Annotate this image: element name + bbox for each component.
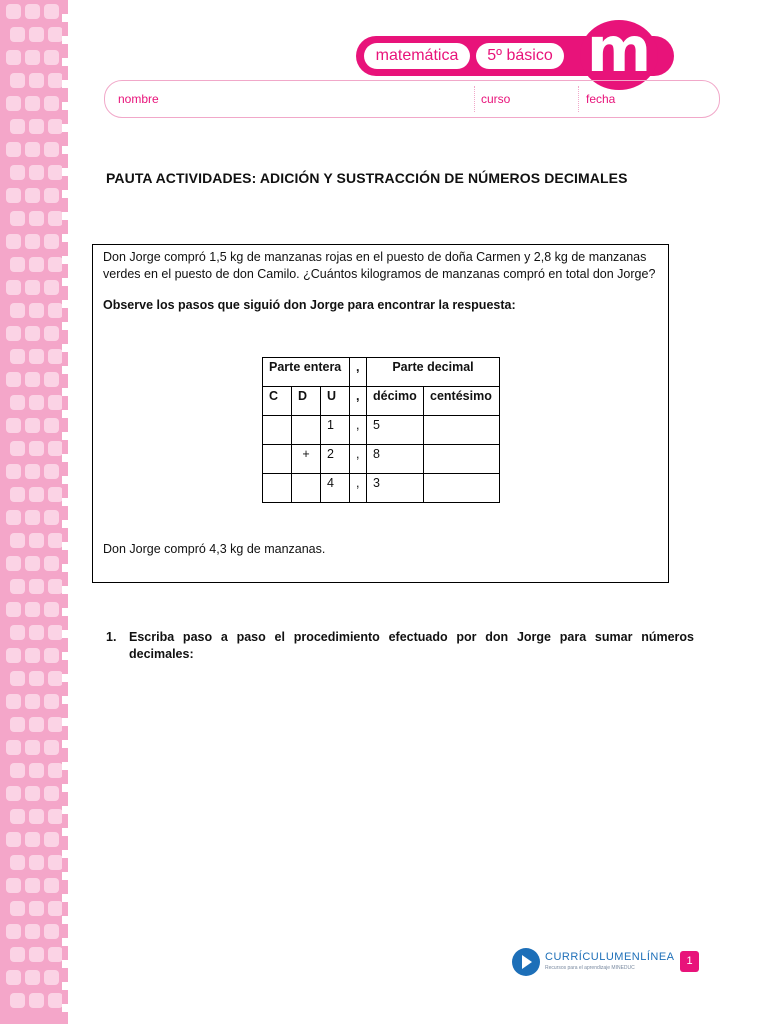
column-header: D [292,387,321,416]
decorative-square [44,556,59,571]
decorative-square [29,579,44,594]
decorative-square [29,27,44,42]
decorative-square [29,993,44,1008]
problem-answer: Don Jorge compró 4,3 kg de manzanas. [103,542,326,556]
decorative-square [25,648,40,663]
decorative-square [29,165,44,180]
decorative-square [29,947,44,962]
decorative-square [48,165,63,180]
decorative-square [25,556,40,571]
decorative-square [48,487,63,502]
table-cell [292,416,321,445]
decorative-square [10,625,25,640]
decorative-square [48,809,63,824]
decorative-square [48,901,63,916]
decorative-square [44,786,59,801]
decorative-square [10,73,25,88]
decorative-square [48,119,63,134]
decorative-square [48,947,63,962]
decorative-square [25,464,40,479]
decorative-square [48,395,63,410]
decorative-square [44,970,59,985]
decorative-square [25,924,40,939]
decorative-square [44,188,59,203]
decorative-square [44,280,59,295]
comma-header: , [350,358,367,387]
decorative-square [10,119,25,134]
decorative-square [25,372,40,387]
date-field-label: fecha [586,92,616,106]
decorative-square [6,418,21,433]
problem-statement-line1: Don Jorge compró 1,5 kg de manzanas rojas en el puesto de doña Carmen y 2,8 kg de manzanas [103,250,647,264]
decorative-strip-edge [62,0,68,1024]
decorative-square [10,901,25,916]
decorative-square [25,280,40,295]
decorative-square [44,740,59,755]
decorative-square [10,809,25,824]
table-row [263,445,500,474]
table-cell [263,445,292,474]
decorative-square [48,993,63,1008]
decorative-square [29,671,44,686]
table-row [263,474,500,503]
decorative-square [29,901,44,916]
decorative-square [10,441,25,456]
decorative-square [10,763,25,778]
decorative-square [10,395,25,410]
decorative-square [25,602,40,617]
decorative-square [48,763,63,778]
decorative-square [25,50,40,65]
table-cell [263,416,292,445]
field-separator [474,86,475,112]
decorative-square [29,395,44,410]
decorative-square [6,602,21,617]
decorative-square [6,786,21,801]
decorative-square [6,326,21,341]
place-value-table [262,357,500,503]
decorative-square [29,487,44,502]
decorative-square [6,740,21,755]
decorative-square [29,441,44,456]
student-info-line [104,80,720,118]
decorative-square [48,73,63,88]
decorative-square [6,464,21,479]
curriculum-logo-text: CURRÍCULUMENLÍNEA [545,951,675,963]
subject-label: matemática [364,43,470,69]
decorative-square [6,50,21,65]
decorative-square [44,142,59,157]
decorative-square [44,510,59,525]
decorative-square [48,855,63,870]
decorative-square [44,648,59,663]
decorative-square [44,372,59,387]
decorative-square [48,211,63,226]
page-number: 1 [680,951,699,972]
decorative-square [29,211,44,226]
decorative-square [48,441,63,456]
decorative-square [10,303,25,318]
decorative-square [44,694,59,709]
decorative-square [10,27,25,42]
decorative-square [6,648,21,663]
decorative-square [29,763,44,778]
column-header: décimo [367,387,424,416]
decorative-square [29,809,44,824]
curriculum-logo-subtext: Recursos para el aprendizaje MINEDUC [545,965,635,971]
decorative-square [6,970,21,985]
decorative-square [44,878,59,893]
decorative-square [25,878,40,893]
decorative-square [6,694,21,709]
decorative-square [48,533,63,548]
table-group-header-row [263,358,500,387]
table-column-header-row [263,387,500,416]
decorative-square [25,188,40,203]
decorative-square [25,96,40,111]
table-cell: 3 [367,474,424,503]
decorative-square [6,556,21,571]
decorative-square [44,832,59,847]
decorative-square [44,234,59,249]
decorative-square [6,142,21,157]
table-cell: 1 [321,416,350,445]
decorative-square [25,418,40,433]
decorative-square [10,993,25,1008]
column-header: C [263,387,292,416]
decorative-square [10,257,25,272]
decorative-square [25,740,40,755]
column-header: , [350,387,367,416]
decorative-square [25,694,40,709]
decorative-square [29,625,44,640]
decorative-square [10,533,25,548]
decorative-square [48,349,63,364]
decorative-square [44,50,59,65]
table-cell [292,474,321,503]
subject-logo: m [580,20,658,90]
decorative-square [25,832,40,847]
decorative-square [29,717,44,732]
question-text: Escriba paso a paso el procedimiento efectuado por don Jorge para sumar números decimales: [129,630,694,661]
decorative-square [44,924,59,939]
decorative-square [25,786,40,801]
decorative-square [10,211,25,226]
decorative-square [44,602,59,617]
decorative-square [6,924,21,939]
name-field-label: nombre [118,92,159,106]
decorative-square [10,579,25,594]
decorative-square [48,671,63,686]
decorative-square [29,257,44,272]
question-number: 1. [106,630,117,644]
table-cell [424,445,500,474]
table-cell: , [350,474,367,503]
decorative-square [6,4,21,19]
decorative-square [44,96,59,111]
problem-instruction: Observe los pasos que siguió don Jorge para encontrar la respuesta: [103,298,516,312]
decorative-square [48,257,63,272]
decorative-square [6,280,21,295]
decorative-square [44,4,59,19]
decorative-square [10,855,25,870]
decorative-square [10,717,25,732]
decorative-square [29,303,44,318]
decorative-square [6,96,21,111]
decorative-square [25,326,40,341]
field-separator [578,86,579,112]
table-row [263,416,500,445]
decorative-square [48,579,63,594]
decorative-square [25,142,40,157]
decorative-square [29,349,44,364]
decorative-square [6,832,21,847]
play-arrow-icon [522,955,532,969]
decorative-square [6,372,21,387]
table-cell: 5 [367,416,424,445]
decorative-square [6,510,21,525]
decorative-square [10,165,25,180]
table-cell [263,474,292,503]
column-header: U [321,387,350,416]
course-field-label: curso [481,92,511,106]
decorative-square [29,855,44,870]
decorative-square [10,947,25,962]
table-cell: 2 [321,445,350,474]
integer-part-header: Parte entera [263,358,350,387]
decorative-square [6,878,21,893]
decorative-square [29,119,44,134]
decorative-square [48,625,63,640]
grade-label: 5º básico [476,43,564,69]
table-cell: , [350,416,367,445]
table-cell: + [292,445,321,474]
decorative-square [10,349,25,364]
decimal-part-header: Parte decimal [367,358,500,387]
table-cell: 4 [321,474,350,503]
decorative-square [48,717,63,732]
decorative-square [44,418,59,433]
decorative-square [48,27,63,42]
decorative-square [29,533,44,548]
decorative-square [25,510,40,525]
table-cell [424,416,500,445]
decorative-square [44,326,59,341]
table-cell [424,474,500,503]
decorative-square [10,487,25,502]
decorative-square [25,234,40,249]
decorative-square [6,234,21,249]
column-header: centésimo [424,387,500,416]
decorative-square [25,4,40,19]
decorative-square [29,73,44,88]
page-title: PAUTA ACTIVIDADES: ADICIÓN Y SUSTRACCIÓN DE NÚMEROS DECIMALES [106,170,628,186]
decorative-square [6,188,21,203]
problem-statement-line2: verdes en el puesto de don Camilo. ¿Cuántos kilogramos de manzanas compró en total don Jorge? [103,267,656,281]
table-cell: , [350,445,367,474]
decorative-square [25,970,40,985]
decorative-side-strip [0,0,68,1024]
table-cell: 8 [367,445,424,474]
decorative-square [44,464,59,479]
decorative-square [10,671,25,686]
decorative-square [48,303,63,318]
